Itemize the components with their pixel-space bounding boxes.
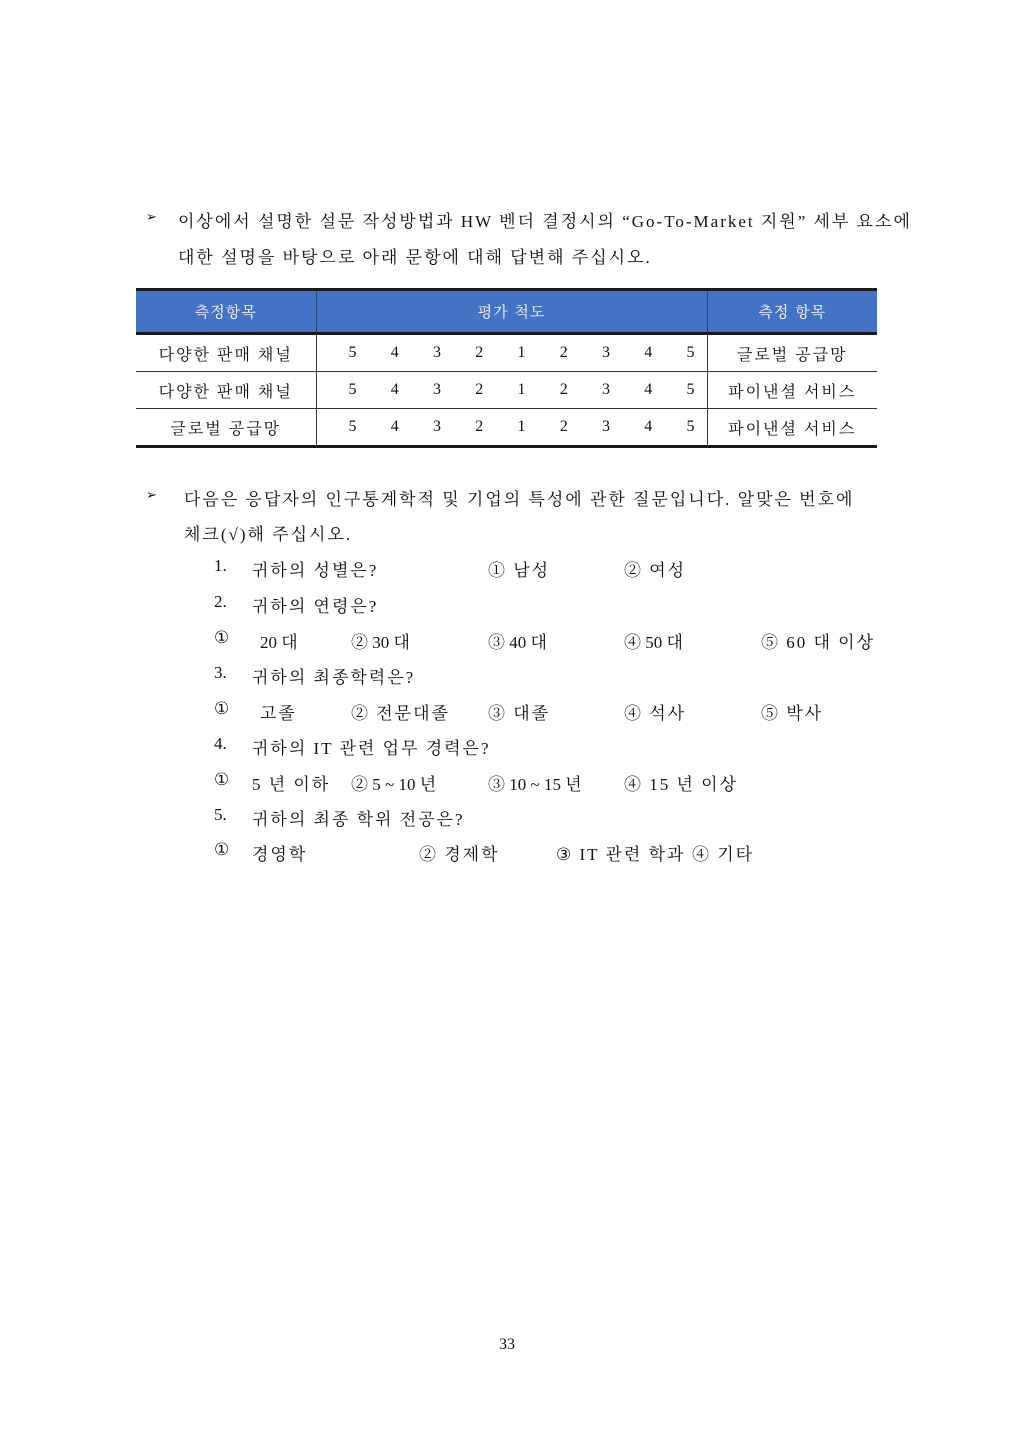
demo-intro-line-2: 체크(√)해 주십시오. (184, 525, 353, 544)
scale-option[interactable]: 3 (602, 381, 610, 398)
question-number: 3. (214, 663, 227, 682)
scale-option[interactable]: 2 (559, 418, 568, 435)
scale-option[interactable]: 5 (686, 381, 695, 398)
question-number: 1. (214, 556, 227, 575)
question-number: 2. (214, 592, 227, 611)
scale-option[interactable]: 5 (348, 418, 357, 435)
question-text: 귀하의 성별은? (252, 561, 379, 580)
scale-option[interactable]: 4 (644, 418, 653, 435)
table-row (136, 409, 877, 447)
bullet-icon: ➢ (146, 210, 157, 225)
scale-option[interactable]: 4 (390, 418, 399, 435)
question-text: 귀하의 최종학력은? (252, 668, 416, 687)
rating-table (136, 288, 877, 448)
answer-option[interactable]: 경영학 (252, 845, 308, 864)
scale-option[interactable]: 2 (559, 381, 568, 398)
answer-option[interactable]: ① 남성 (488, 561, 551, 580)
scale-option[interactable]: 2 (559, 344, 568, 361)
scale-option[interactable]: 4 (390, 344, 399, 361)
row-left-item: 다양한 판매 채널 (136, 372, 316, 409)
scale-option[interactable]: 5 (686, 344, 695, 361)
answer-option[interactable]: ④ 15 년 이상 (624, 775, 739, 794)
scale-option[interactable]: 4 (644, 344, 653, 361)
scale-option[interactable]: 3 (433, 418, 441, 435)
answer-option[interactable]: ④ 기타 (692, 845, 755, 864)
scale-option[interactable]: 2 (475, 418, 484, 435)
scale-option[interactable]: 1 (517, 381, 526, 398)
answer-option[interactable]: 고졸 (260, 704, 297, 723)
scale-cell (316, 372, 707, 409)
scale-option[interactable]: 2 (475, 344, 484, 361)
answer-option[interactable]: ④ 석사 (624, 704, 687, 723)
scale-option[interactable]: 5 (348, 344, 357, 361)
scale-option[interactable]: 1 (517, 344, 526, 361)
answer-option[interactable]: ② 여성 (624, 561, 687, 580)
bullet-icon: ➢ (146, 488, 157, 503)
answer-option[interactable]: ④ 50 대 (624, 633, 683, 652)
answer-option[interactable]: ⑤ 60 대 이상 (761, 633, 876, 652)
scale-option[interactable]: 5 (686, 418, 695, 435)
row-right-item: 파이낸셜 서비스 (707, 409, 877, 447)
question-text: 귀하의 연령은? (252, 597, 379, 616)
scale-option[interactable]: 3 (433, 344, 441, 361)
scale-option[interactable]: 1 (517, 418, 526, 435)
answer-option[interactable]: ③ 10 ~ 15 년 (488, 775, 582, 794)
header-scale: 평가 척도 (316, 290, 707, 334)
scale-cell (316, 334, 707, 372)
scale-option[interactable]: 2 (475, 381, 484, 398)
answer-option-marker[interactable]: ① (214, 840, 230, 859)
question-number: 4. (214, 734, 227, 753)
row-right-item: 글로벌 공급망 (707, 334, 877, 372)
header-measure-left: 측정항목 (136, 290, 316, 334)
intro-line-2: 대한 설명을 바탕으로 아래 문항에 대해 답변해 주십시오. (178, 248, 652, 267)
answer-option[interactable]: ③ 40 대 (488, 633, 547, 652)
answer-option-marker[interactable]: ① (214, 699, 230, 718)
answer-option[interactable]: ② 전문대졸 (351, 704, 450, 723)
answer-option[interactable]: 5 년 이하 (252, 775, 331, 794)
answer-option[interactable]: ② 30 대 (351, 633, 410, 652)
header-measure-right: 측정 항목 (707, 290, 877, 334)
scale-option[interactable]: 3 (602, 418, 610, 435)
answer-option[interactable]: ⑤ 박사 (761, 704, 824, 723)
question-text: 귀하의 최종 학위 전공은? (252, 810, 465, 829)
row-right-item: 파이낸셜 서비스 (707, 372, 877, 409)
row-left-item: 다양한 판매 채널 (136, 334, 316, 372)
question-text: 귀하의 IT 관련 업무 경력은? (252, 739, 491, 758)
demo-intro-line-1: 다음은 응답자의 인구통계학적 및 기업의 특성에 관한 질문입니다. 알맞은 번호에 (184, 490, 855, 509)
answer-option[interactable]: ② 경제학 (419, 845, 500, 864)
row-left-item: 글로벌 공급망 (136, 409, 316, 447)
answer-option[interactable]: ③ IT 관련 학과 (556, 845, 686, 864)
answer-option-marker[interactable]: ① (214, 628, 230, 647)
scale-option[interactable]: 3 (433, 381, 441, 398)
scale-option[interactable]: 4 (390, 381, 399, 398)
answer-option-marker[interactable]: ① (214, 770, 230, 789)
table-row (136, 334, 877, 372)
answer-option[interactable]: ③ 대졸 (488, 704, 551, 723)
page-number: 33 (499, 1336, 515, 1353)
question-number: 5. (214, 805, 227, 824)
answer-option[interactable]: 20 대 (260, 633, 298, 652)
answer-option[interactable]: ② 5 ~ 10 년 (351, 775, 437, 794)
table-row (136, 372, 877, 409)
scale-option[interactable]: 5 (348, 381, 357, 398)
scale-option[interactable]: 4 (644, 381, 653, 398)
intro-line-1: 이상에서 설명한 설문 작성방법과 HW 벤더 결정시의 “Go-To-Market 지원” 세부 요소에 (178, 212, 912, 231)
scale-cell (316, 409, 707, 447)
table-header-row (136, 290, 877, 334)
scale-option[interactable]: 3 (602, 344, 610, 361)
